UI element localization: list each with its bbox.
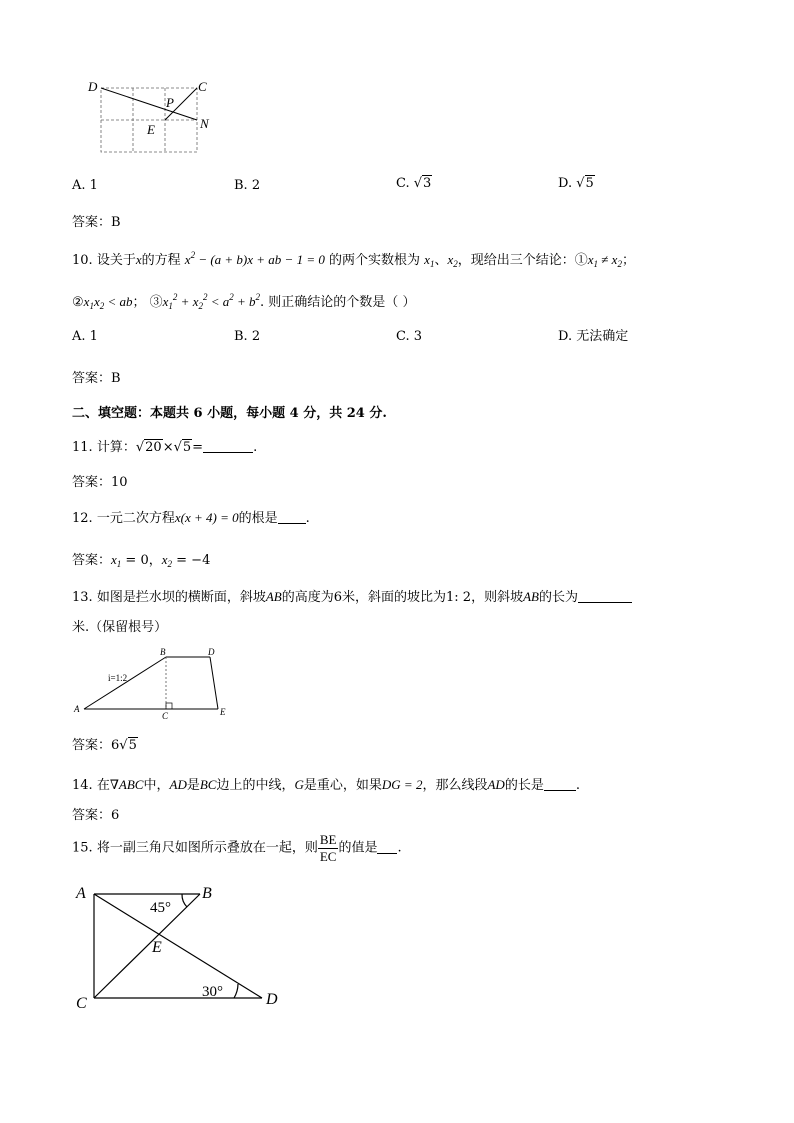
q13-answer-coef: 6 — [111, 738, 120, 753]
q12-ans1-x: x — [111, 552, 117, 567]
q12-ans2 — [162, 552, 172, 567]
q11-end: . — [253, 440, 258, 455]
q10-eq-x: x — [184, 252, 191, 267]
q10-root1-x: x — [424, 252, 430, 267]
q10-c1-ne: ≠ — [598, 252, 612, 267]
q10-c3-sup2: 2 — [255, 292, 261, 302]
q10-eq-sup: 2 — [190, 250, 196, 260]
q11-eq: = — [192, 440, 204, 455]
label-a: A — [74, 704, 80, 714]
q14-line — [72, 777, 580, 794]
q14-ad2: AD — [487, 777, 505, 792]
q9-option-d-prefix: D. — [558, 176, 577, 191]
label-d: D — [208, 647, 215, 657]
q10-line2-a: ② — [72, 295, 84, 310]
q10-eq-rest: − (a + b)x + ab − 1 = 0 — [195, 252, 325, 267]
q14-ad: AD — [169, 777, 187, 792]
q12-ans2-sub: 2 — [167, 559, 173, 569]
q10-equation — [185, 252, 325, 267]
q11-sqrt1: √20 — [135, 440, 162, 455]
label-slope: i=1:2 — [108, 673, 128, 683]
q10-c3-sup1: 2 — [229, 292, 234, 302]
right-angle-mark — [166, 703, 172, 709]
q10-line2 — [72, 292, 415, 312]
label-e: E — [152, 939, 162, 956]
q15-text-b: 的值是 — [338, 840, 378, 856]
q12-blank[interactable] — [278, 511, 306, 524]
q10-c1-end: ； — [621, 253, 635, 268]
q12-end: 的根是 — [238, 511, 278, 526]
q13-ratio: 1: 2 — [446, 590, 472, 605]
label-d: D — [266, 991, 278, 1008]
q13-text-a: 如图是拦水坝的横断面，斜坡 — [96, 590, 266, 605]
label-c: C — [162, 711, 169, 721]
q10-c3-a-sup: 2 — [172, 292, 178, 302]
q10-text4: ，现给出三个结论：① — [457, 253, 588, 268]
q10-root2-sub: 2 — [453, 259, 458, 269]
q12-answer-prefix: 答案： — [72, 553, 112, 568]
q14-g: G — [294, 777, 304, 792]
q11-sqrt2: √5 — [173, 440, 192, 455]
q14-text-c: 是 — [186, 778, 200, 793]
q9-option-c-prefix: C. — [396, 176, 414, 191]
line-cb — [94, 894, 200, 998]
q11-number: 11. — [72, 440, 93, 455]
q10-c1 — [588, 252, 622, 267]
q9-option-c — [396, 176, 432, 192]
label-c: C — [198, 79, 207, 94]
q10-c1-a-sub: 1 — [593, 259, 599, 269]
q10-c1-a: x — [587, 252, 594, 267]
q10-option-b: B. 2 — [234, 329, 261, 344]
label-angle45: 45° — [150, 900, 171, 916]
q14-text-g: 的长是 — [504, 778, 544, 793]
q15-line — [72, 832, 402, 864]
q11-rad1: 20 — [145, 440, 162, 455]
line-de — [210, 657, 218, 709]
q10-root2-x: x — [447, 252, 454, 267]
angle-45-arc — [182, 894, 187, 907]
q10-option-c: C. 3 — [396, 329, 423, 344]
q10-root2 — [447, 252, 457, 267]
q10-c1-b-sub: 2 — [617, 259, 622, 269]
q13-ab2: AB — [523, 589, 539, 604]
q13-blank[interactable] — [578, 590, 632, 603]
line-dn — [101, 88, 197, 120]
q10-answer: 答案：B — [72, 371, 121, 386]
q10-c3-a: x — [162, 294, 169, 309]
q9-option-c-sqrt: √3 — [413, 176, 432, 191]
q10-c3-b: x — [192, 294, 199, 309]
q9-answer: 答案：B — [72, 215, 121, 230]
q11-times: × — [162, 440, 174, 455]
q10-var-x: x — [135, 252, 142, 267]
q12-line — [72, 510, 310, 527]
line-ab — [84, 657, 166, 709]
q12-ans2-x: x — [161, 552, 168, 567]
label-d: D — [88, 79, 98, 94]
q15-frac-den: EC — [319, 848, 337, 864]
q10-text1: 设关于 — [96, 253, 136, 268]
q10-text2: 的方程 — [141, 253, 181, 268]
q10-c2-b-sub: 2 — [99, 301, 105, 311]
q12-number: 12. — [72, 511, 93, 526]
q14-period: . — [575, 778, 580, 793]
q13-answer-prefix: 答案： — [72, 738, 112, 753]
q14-number: 14. — [72, 778, 93, 793]
q13-text-c: ，则斜坡 — [471, 590, 524, 605]
label-a: A — [76, 885, 86, 902]
q10-c2-a: x — [83, 294, 90, 309]
q14-text-d: 边上的中线， — [216, 778, 295, 793]
section2-title: 二、填空题：本题共 6 小题，每小题 4 分，共 24 分. — [72, 406, 387, 421]
q14-text-b: 中， — [143, 778, 170, 793]
q10-number: 10. — [72, 253, 93, 268]
q9-grid-figure — [84, 72, 224, 160]
label-b: B — [160, 647, 166, 657]
q14-text-a: 在 — [96, 778, 110, 793]
q10-c2-b: x — [93, 294, 100, 309]
q12-text: 一元二次方程 — [96, 511, 175, 526]
q10-c2-end: ； ③ — [132, 295, 163, 310]
q10-c3-lt: < a — [207, 294, 230, 309]
q10-line2-end: . 则正确结论的个数是（ ） — [260, 295, 416, 310]
label-angle30: 30° — [202, 984, 223, 1000]
q10-c2-a-sub: 1 — [89, 301, 94, 311]
q12-eq: x(x + 4) = 0 — [174, 510, 239, 525]
q9-option-b: B. 2 — [234, 178, 261, 193]
q15-frac-num: BE — [319, 832, 337, 847]
angle-30-arc — [234, 984, 238, 998]
line-ad — [94, 894, 262, 998]
q10-c3-plus: + — [177, 294, 193, 309]
q15-text-a: 将一副三角尺如图所示叠放在一起，则 — [96, 840, 318, 856]
label-e: E — [147, 122, 155, 137]
q13-line1 — [72, 589, 632, 606]
q10-option-a: A. 1 — [72, 329, 98, 344]
label-p: P — [166, 95, 174, 110]
q10-c1-b: x — [611, 252, 618, 267]
q12-ans2-val: = −4 — [172, 553, 211, 568]
q15-period: . — [397, 840, 402, 856]
q10-sep: 、 — [434, 253, 448, 268]
q11-blank[interactable] — [203, 440, 253, 453]
q10-c3-b-sub: 2 — [198, 301, 203, 311]
q10-c3-b-sup: 2 — [202, 292, 208, 302]
q11-line — [72, 440, 257, 456]
q15-triangle-figure — [70, 876, 290, 1016]
q14-answer: 答案：6 — [72, 808, 120, 823]
q14-bc: BC — [199, 777, 217, 792]
q10-c3-a-sub: 1 — [168, 301, 173, 311]
q9-option-d-rad: 5 — [585, 176, 594, 191]
label-e: E — [220, 707, 226, 717]
q13-ab1: AB — [265, 589, 282, 604]
q14-text-e: 是重心，如果 — [303, 778, 382, 793]
q9-option-c-rad: 3 — [423, 176, 432, 191]
q12-ans1 — [111, 552, 121, 567]
label-n: N — [200, 116, 209, 131]
q10-c3-plus2: + b — [233, 294, 256, 309]
q14-text-f: ，那么线段 — [422, 778, 488, 793]
q10-c3 — [163, 294, 260, 309]
q10-c2 — [84, 294, 133, 309]
q13-number: 13. — [72, 590, 93, 605]
q9-option-d — [558, 176, 595, 192]
q13-text-b: 的高度为6米，斜面的坡比为 — [281, 590, 447, 605]
q13-text-d: 的长为 — [538, 590, 578, 605]
q13-answer — [72, 738, 138, 754]
q13-dam-figure — [72, 645, 242, 723]
q14-dg: DG = 2 — [381, 777, 423, 792]
q10-root1-sub: 1 — [429, 259, 435, 269]
q11-rad2: 5 — [182, 440, 192, 455]
label-c: C — [76, 995, 87, 1012]
q15-number: 15. — [72, 840, 93, 856]
q11-answer: 答案：10 — [72, 475, 128, 490]
q13-answer-rad: 5 — [128, 738, 137, 753]
label-b: B — [202, 885, 212, 902]
q10-line1 — [72, 250, 635, 270]
q12-ans1-val: = 0， — [121, 553, 162, 568]
q13-line2: 米.（保留根号） — [72, 620, 168, 635]
q9-option-a: A. 1 — [72, 178, 98, 193]
q15-blank[interactable] — [377, 841, 397, 854]
q12-ans1-sub: 1 — [116, 559, 122, 569]
q10-c2-rest: < ab — [104, 294, 133, 309]
q9-option-d-sqrt: √5 — [576, 176, 594, 191]
q11-text: 计算： — [96, 440, 136, 455]
q14-tri: ∇ABC — [109, 777, 144, 792]
q13-answer-sqrt: √5 — [119, 738, 137, 753]
q10-text3: 的两个实数根为 — [329, 253, 421, 268]
q12-answer — [72, 552, 210, 570]
q12-period: . — [305, 511, 310, 526]
q14-blank[interactable] — [544, 778, 576, 791]
q10-option-d: D. 无法确定 — [558, 329, 629, 344]
q15-fraction — [318, 832, 339, 864]
q10-root1 — [424, 252, 434, 267]
